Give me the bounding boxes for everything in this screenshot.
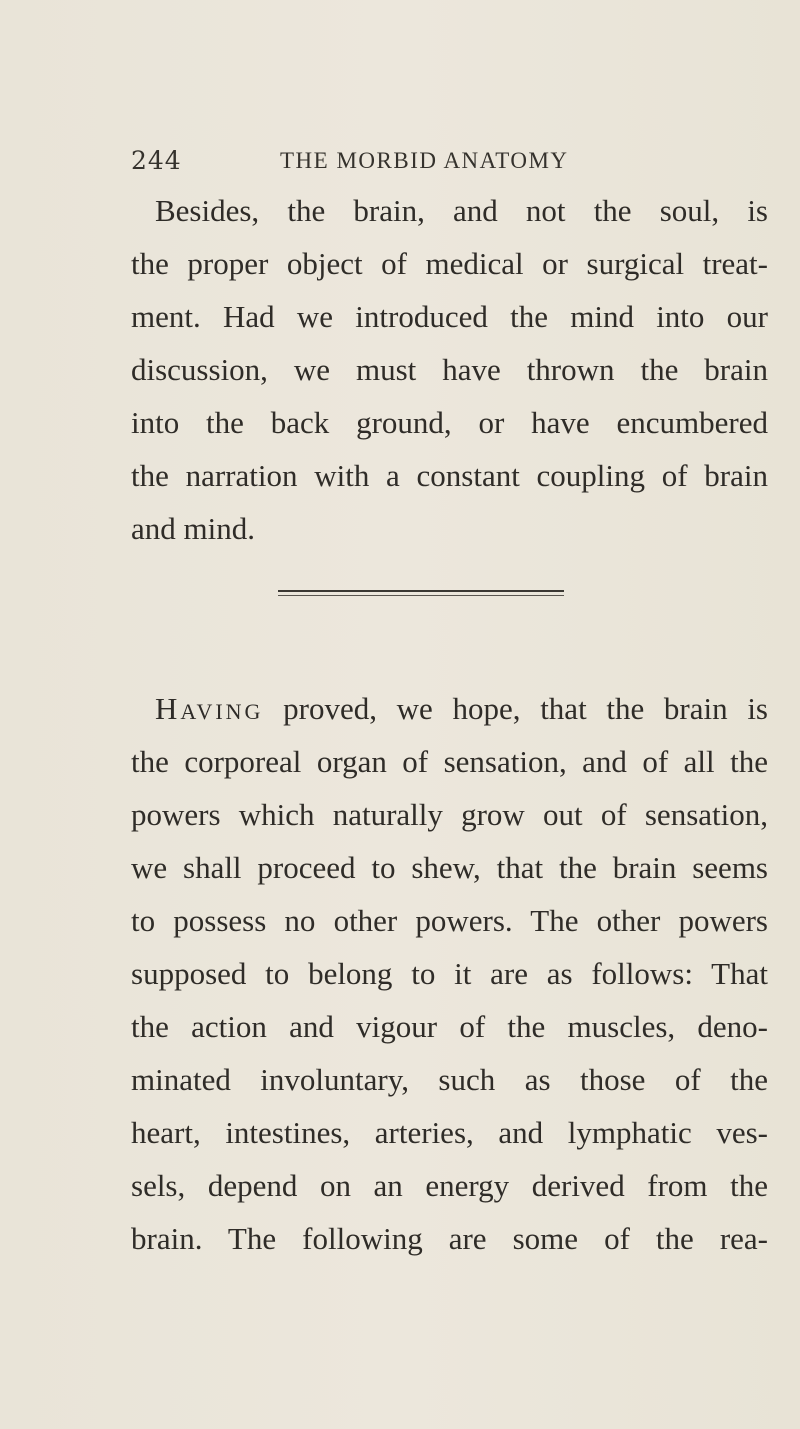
text-line: ment. Had we introduced the mind into our [131,299,768,334]
text-line: brain. The following are some of the rea- [131,1221,768,1256]
text-line: we shall proceed to shew, that the brain seems [131,850,768,885]
text-line: the narration with a constant coupling of brain [131,458,768,493]
text-line: the action and vigour of the muscles, deno- [131,1009,768,1044]
text-line: supposed to belong to it are as follows: That [131,956,768,991]
text-line: and mind. [131,511,255,546]
paragraph-2 [131,682,768,1265]
text-line: the corporeal organ of sensation, and of all the [131,744,768,779]
text-line: the proper object of medical or surgical treat- [131,246,768,281]
opening-line-rest: proved, we hope, that the brain is [263,691,768,726]
text-line: minated involuntary, such as those of the [131,1062,768,1097]
opening-word: Having [155,691,264,726]
text-line-opening [131,682,768,735]
text-line: to possess no other powers. The other powers [131,903,768,938]
section-divider [278,590,564,598]
paragraph-1 [131,184,768,555]
running-head: THE MORBID ANATOMY [280,148,569,173]
text-line: heart, intestines, arteries, and lymphatic ves- [131,1115,768,1150]
text-line: powers which naturally grow out of sensation, [131,797,768,832]
text-line: discussion, we must have thrown the brain [131,352,768,387]
text-line: Besides, the brain, and not the soul, is [155,193,768,228]
page-number: 244 [131,146,182,175]
text-line: into the back ground, or have encumbered [131,405,768,440]
text-line: sels, depend on an energy derived from the [131,1168,768,1203]
page-header [0,146,800,180]
